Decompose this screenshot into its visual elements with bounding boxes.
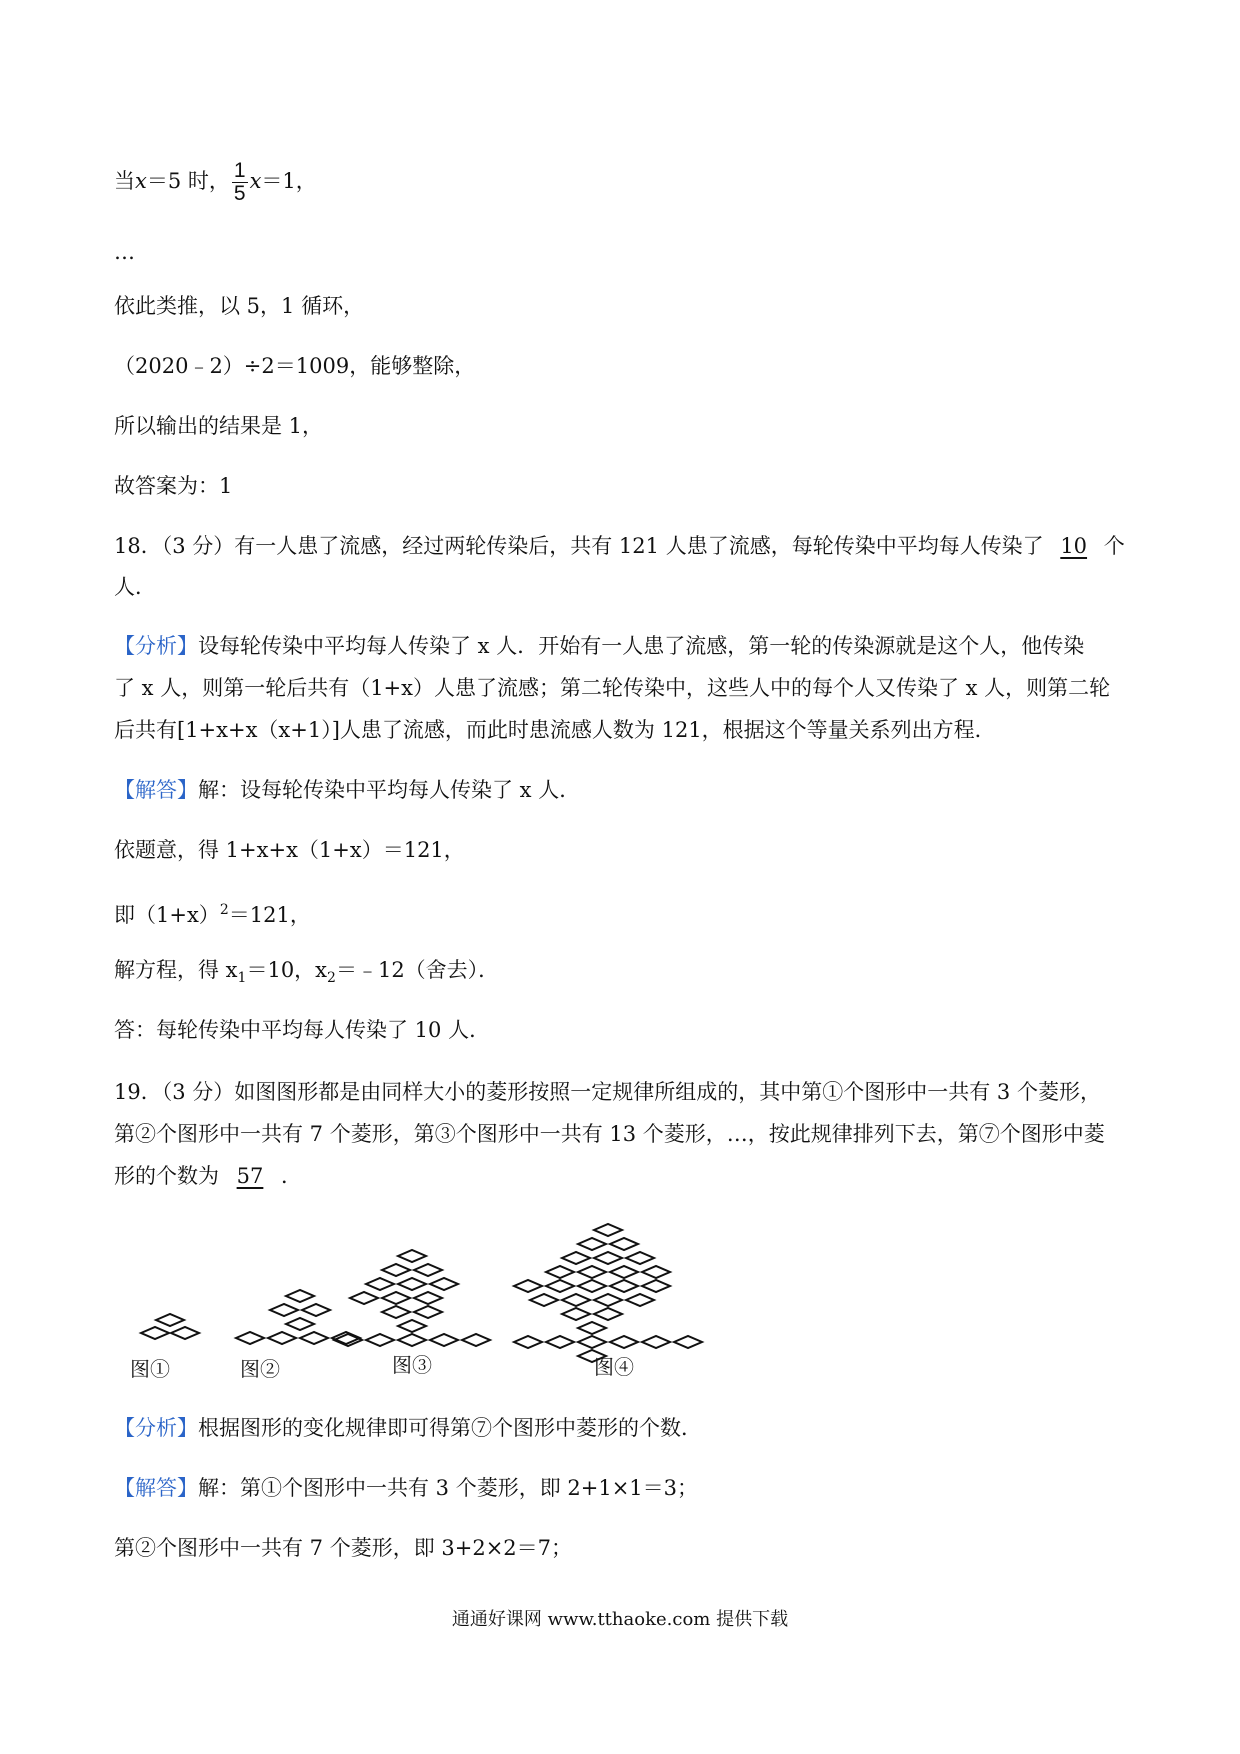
rhombus-shape — [642, 1280, 670, 1292]
rhombus-shape — [398, 1250, 426, 1262]
rhombus-shape — [578, 1280, 606, 1292]
rhombus-shape — [578, 1322, 606, 1334]
q18-solution-5: 答：每轮传染中平均每人传染了 10 人． — [114, 1018, 491, 1042]
q18-stem: 18．（3 分）有一人患了流感，经过两轮传染后，共有 121 人患了流感，每轮传染中平均每人传染了 10 个 — [114, 534, 1125, 558]
rhombus-shape — [514, 1280, 542, 1292]
q19-analysis: 【分析】根据图形的变化规律即可得第⑦个图形中菱形的个数． — [114, 1416, 702, 1440]
analysis-tag: 【分析】 — [114, 1416, 198, 1440]
analysis-tag: 【分析】 — [114, 634, 198, 658]
page-footer: 通通好课网 www.tthaoke.com 提供下载 — [451, 1609, 789, 1630]
rhombus-shape — [610, 1238, 638, 1250]
rhombus-shape — [578, 1336, 606, 1348]
q18-analysis-2: 了 x 人，则第一轮后共有（1+x）人患了流感；第二轮传染中，这些人中的每个人又传染了 x 人，则第二轮 — [114, 676, 1111, 700]
rhombus-shape — [414, 1264, 442, 1276]
rhombus-shape — [414, 1292, 442, 1304]
rhombus-shape — [398, 1320, 426, 1332]
rhombus-pattern-figure — [110, 1200, 730, 1390]
figure-label-1: 图① — [130, 1357, 170, 1381]
line-division: （2020﹣2）÷2＝1009，能够整除， — [114, 354, 476, 378]
rhombus-shape — [610, 1266, 638, 1278]
rhombus-shape — [674, 1336, 702, 1348]
rhombus-shape — [270, 1304, 298, 1316]
rhombus-shape — [546, 1266, 574, 1278]
rhombus-shape — [642, 1336, 670, 1348]
rhombus-shape — [382, 1292, 410, 1304]
solution-tag: 【解答】 — [114, 1476, 198, 1500]
rhombus-shape — [236, 1332, 264, 1344]
q19-stem-3: 形的个数为 57 ． — [114, 1164, 302, 1188]
rhombus-shape — [578, 1238, 606, 1250]
q18-solution-2: 依题意，得 1+x+x（1+x）＝121， — [114, 838, 465, 862]
rhombus-shape — [382, 1264, 410, 1276]
fraction-one-fifth: $\frac{1}{5}$ — [233, 159, 246, 205]
rhombus-shape — [562, 1294, 590, 1306]
rhombus-shape — [382, 1306, 410, 1318]
rhombus-shape — [350, 1292, 378, 1304]
rhombus-shape — [141, 1327, 169, 1339]
rhombus-shape — [286, 1290, 314, 1302]
rhombus-shape — [642, 1266, 670, 1278]
q19-stem-2: 第②个图形中一共有 7 个菱形，第③个图形中一共有 13 个菱形，…，按此规律排列下去，第⑦个图形中菱 — [114, 1122, 1105, 1146]
rhombus-shape — [156, 1314, 184, 1326]
line-result: 所以输出的结果是 1， — [114, 414, 324, 438]
q18-solution-1: 【解答】解：设每轮传染中平均每人传染了 x 人． — [114, 778, 581, 802]
rhombus-shape — [366, 1278, 394, 1290]
rhombus-shape — [530, 1294, 558, 1306]
q18-analysis-1: 【分析】设每轮传染中平均每人传染了 x 人．开始有一人患了流感，第一轮的传染源就是这个人，他传染 — [114, 634, 1085, 658]
rhombus-shape — [562, 1308, 590, 1320]
line-ellipsis: … — [114, 240, 135, 264]
rhombus-shape — [594, 1294, 622, 1306]
rhombus-shape — [562, 1252, 590, 1264]
q18-solution-4: 解方程，得 $x_1=10$，$x_2=﹣12$（舍去）． — [114, 958, 500, 987]
rhombus-shape — [286, 1318, 314, 1330]
rhombus-shape — [414, 1306, 442, 1318]
rhombus-shape — [594, 1308, 622, 1320]
rhombus-shape — [514, 1336, 542, 1348]
line-answer: 故答案为：1 — [114, 474, 233, 498]
rhombus-shape — [546, 1280, 574, 1292]
rhombus-shape — [430, 1334, 458, 1346]
q18-answer-blank: 10 — [1060, 534, 1088, 558]
figure-label-2: 图② — [240, 1357, 280, 1381]
q19-solution-1: 【解答】解：第①个图形中一共有 3 个菱形，即 2+1×1＝3； — [114, 1476, 699, 1500]
rhombus-shape — [300, 1332, 328, 1344]
rhombus-shape — [610, 1336, 638, 1348]
solution-tag: 【解答】 — [114, 778, 198, 802]
q18-analysis-3: 后共有[1+x+x（x+1）]人患了流感，而此时患流感人数为 121，根据这个等量关系列出方程． — [114, 718, 996, 742]
figure-label-4: 图④ — [594, 1355, 634, 1379]
figure-label-3: 图③ — [392, 1353, 432, 1377]
rhombus-shape — [594, 1252, 622, 1264]
rhombus-shape — [398, 1334, 426, 1346]
rhombus-shape — [171, 1327, 199, 1339]
line-cycle: 依此类推，以 5，1 循环， — [114, 294, 365, 318]
rhombus-shape — [430, 1278, 458, 1290]
rhombus-shape — [610, 1280, 638, 1292]
rhombus-shape — [268, 1332, 296, 1344]
rhombus-shape — [594, 1224, 622, 1236]
rhombus-shape — [398, 1278, 426, 1290]
rhombus-shape — [366, 1334, 394, 1346]
rhombus-shape — [546, 1336, 574, 1348]
rhombus-shape — [626, 1252, 654, 1264]
line-x5: 当x＝5 时， $\frac{1}{5}$ x＝1， — [114, 159, 317, 205]
rhombus-shape — [302, 1304, 330, 1316]
rhombus-shape — [462, 1334, 490, 1346]
q19-stem-1: 19．（3 分）如图图形都是由同样大小的菱形按照一定规律所组成的，其中第①个图形中一共有 3 个菱形， — [114, 1080, 1101, 1104]
q19-answer-blank: 57 — [236, 1164, 264, 1188]
q18-solution-3: 即$(1+x)^2=121$， — [114, 902, 311, 927]
q18-stem-cont: 人． — [114, 575, 156, 599]
rhombus-shape — [578, 1266, 606, 1278]
q19-solution-2: 第②个图形中一共有 7 个菱形，即 3+2×2＝7； — [114, 1536, 573, 1560]
rhombus-shape — [626, 1294, 654, 1306]
